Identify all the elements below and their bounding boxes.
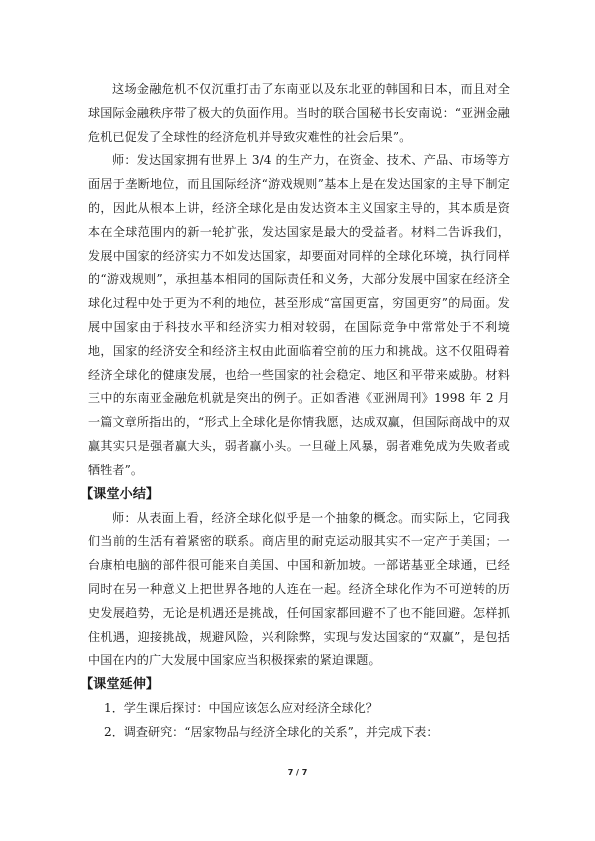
list-item-discussion: 1．学生课后探讨：中国应该怎么应对经济全球化？: [104, 701, 378, 716]
document-body: [80, 78, 510, 745]
paragraph-teacher-analysis: 师：发达国家拥有世界上 3/4 的生产力，在资金、技术、产品、市场等方面居于垄断地位，而且国际经济“游戏规则”基本上是在发达国家的主导下制定的，因此从根本上讲，经济全球化是由发达资本主义国家主导的，其本质是资本在全球范围内的新一轮扩张，发达国家是最大的受益者。材料二告诉我们，发展中国家的经济实力不如发达国家，却要面对同样的全球化环境，执行同样的“游戏规则”，承担基本相同的国际责任和义务，大部分发展中国家在经济全球化过程中处于更为不利的地位，甚至形成“富国更富，穷国更穷”的局面。发展中国家由于科技水平和经济实力相对较弱，在国际竞争中常常处于不利境地，国家的经济安全和经济主权由此面临着空前的压力和挑战。这不仅阻碍着经济全球化的健康发展，也给一些国家的社会稳定、地区和平带来威胁。材料三中的东南亚金融危机就是突出的例子。正如香港《亚洲周刊》1998 年 2 月一篇文章所指出的，“形式上全球化是你情我愿，达成双赢，但国际商战中的双赢其实只是强者赢大头，弱者赢小头。一旦碰上风暴，弱者难免成为失败者或牺牲者”。: [88, 153, 510, 477]
page-number: 7 / 7: [287, 768, 308, 777]
section-heading-extension: 【课堂延伸】: [80, 677, 160, 693]
list-item-survey: 2．调查研究：“居家物品与经济全球化的关系”，并完成下表：: [104, 724, 439, 739]
paragraph-summary: 师：从表面上看，经济全球化似乎是一个抽象的概念。而实际上，它同我们当前的生活有着紧密的联系。商店里的耐克运动服其实不一定产于美国；一台康柏电脑的部件很可能来自美国、中国和新加坡。一部诺基亚全球通，已经同时在另一种意义上把世界各地的人连在一起。经济全球化作为不可逆转的历史发展趋势，无论是机遇还是挑战，任何国家都回避不了也不能回避。怎样抓住机遇，迎接挑战，规避风险，兴利除弊，实现与发达国家的“双赢”，是包括中国在内的广大发展中国家应当积极探索的紧迫课题。: [88, 510, 510, 668]
section-heading-summary: 【课堂小结】: [80, 486, 160, 502]
paragraph-financial-crisis: 这场金融危机不仅沉重打击了东南亚以及东北亚的韩国和日本，而且对全球国际金融秩序带了极大的负面作用。当时的联合国秘书长安南说：“亚洲金融危机已促发了全球性的经济危机并导致灾难性的社会后果”。: [88, 82, 510, 144]
